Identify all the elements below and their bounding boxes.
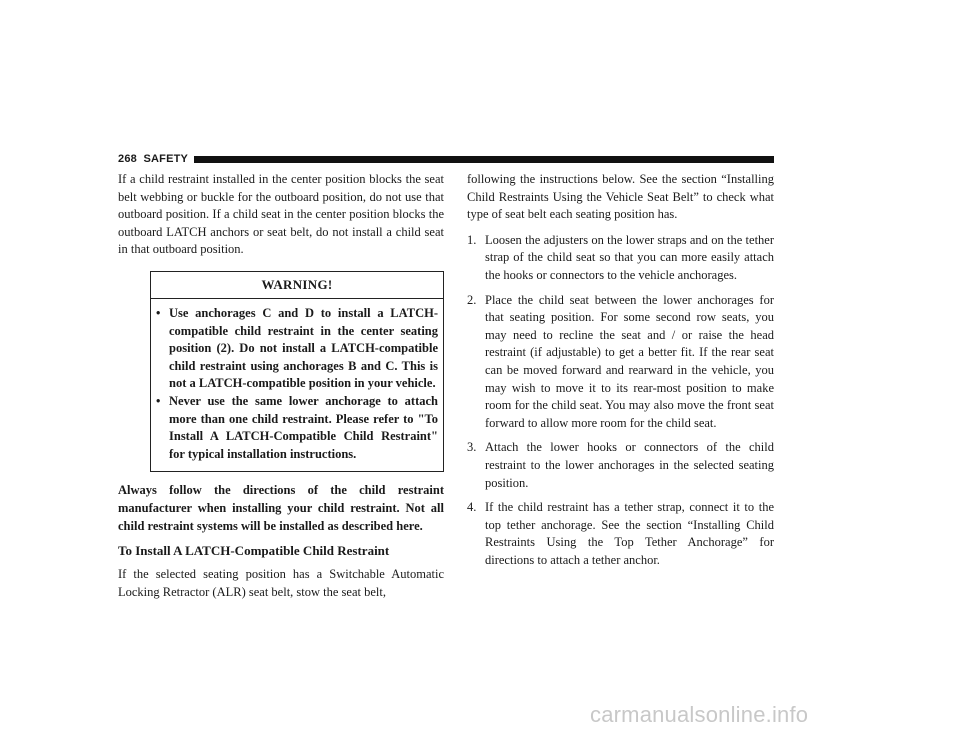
right-column [467,171,774,576]
step-item: 4. If the child restraint has a tether strap, connect it to the top tether anchorage. See the section “Installing Child Restraints Using the Top Tether Anchorage” for directions to attach a tether anchor. [467,500,774,567]
page-number-section: 268 SAFETY [118,153,189,165]
warning-box [150,271,444,472]
install-steps [467,232,774,570]
watermark: carmanualsonline.info [590,702,809,727]
bullet-icon: • [156,305,161,320]
header-rule [194,156,774,163]
warning-item: • Use anchorages C and D to install a LATCH-compatible child restraint in the center seating position (2). Do not install a LATCH-compatible child restraint using anchorages B and C. This is not a LATCH-compatible position in your vehicle. [156,305,438,391]
left-column [118,171,444,601]
manufacturer-note: Always follow the directions of the child restraint manufacturer when installing your child restraint. Not all child restraint systems will be installed as described here. [118,483,444,533]
bullet-icon: • [156,393,161,408]
warning-item: • Never use the same lower anchorage to attach more than one child restraint. Please refer to "To Install A LATCH-Compatible Child Restraint" for typical installation instructions. [156,393,438,461]
step-item: 3. Attach the lower hooks or connectors of the child restraint to the lower anchorages in the selected seating position. [467,440,774,490]
continuation-paragraph: following the instructions below. See the section “Installing Child Restraints Using the Vehicle Seat Belt” to check what type of seat belt each seating position has. [467,172,774,222]
warning-list [151,299,443,471]
step-item: 2. Place the child seat between the lower anchorages for that seating position. For some second row seats, you may need to recline the seat and / or raise the head restraint (if adjustable) to get a better fit. If the rear seat can be moved forward and rearward in the vehicle, you may wish to move it to its rear-most position to make room for the child seat. You may also move the front seat forward to allow more room for the child seat. [467,292,774,430]
warning-title: WARNING! [151,272,443,299]
page-header [118,152,774,166]
step-item: 1. Loosen the adjusters on the lower straps and on the tether strap of the child seat so that you can more easily attach the hooks or connectors to the vehicle anchorages. [467,232,774,282]
intro-paragraph: If a child restraint installed in the center position blocks the seat belt webbing or buckle for the outboard position, do not use that outboard position. If a child seat in the center position blocks the outboard LATCH anchors or seat belt, do not install a child seat in that outboard position. [118,172,444,257]
section-heading: To Install A LATCH-Compatible Child Restraint [118,543,390,559]
alr-paragraph: If the selected seating position has a Switchable Automatic Locking Retractor (ALR) seat belt, stow the seat belt, [118,567,444,599]
